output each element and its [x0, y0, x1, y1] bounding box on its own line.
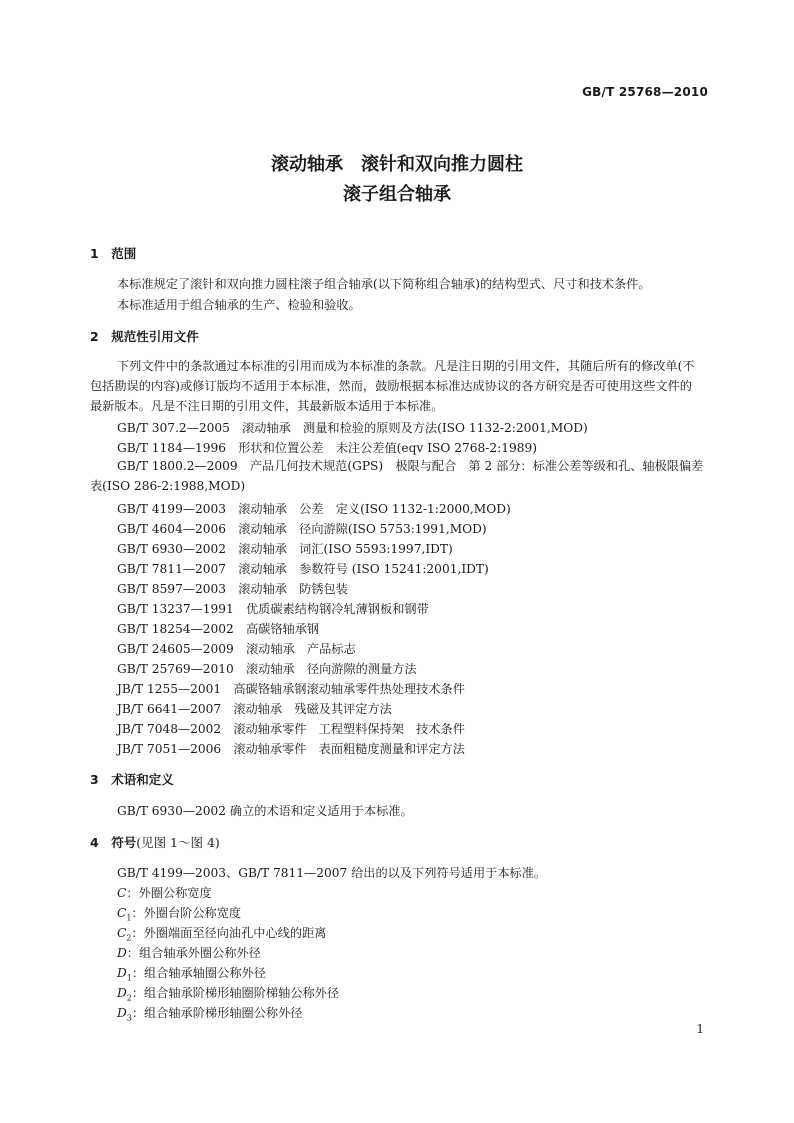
reference-item: GB/T 7811—2007 滚动轴承 参数符号 (ISO 15241:2001,IDT) [117, 562, 489, 576]
reference-item: GB/T 307.2—2005 滚动轴承 测量和检验的原则及方法(ISO 1132-2:2001,MOD) [117, 421, 588, 435]
symbol-definition [117, 904, 241, 922]
symbol-letter: D [117, 986, 127, 1000]
symbol-description: ：组合轴承阶梯形轴圈公称外径 [131, 1006, 303, 1020]
reference-item: JB/T 7048—2002 滚动轴承零件 工程塑料保持架 技术条件 [117, 722, 465, 736]
reference-item: JB/T 6641—2007 滚动轴承 残磁及其评定方法 [117, 702, 392, 716]
symbol-definition [117, 944, 261, 962]
symbol-definition [117, 924, 326, 942]
reference-item: GB/T 13237—1991 优质碳素结构钢冷轧薄钢板和钢带 [117, 602, 429, 616]
symbol-subscript: 2 [126, 993, 132, 1003]
reference-item: GB/T 1800.2—2009 产品几何技术规范(GPS) 极限与配合 第 2 部分：标准公差等级和孔、轴极限偏差表(ISO 286-2:1988,MOD) [90, 459, 704, 493]
symbol-letter: C [117, 906, 127, 920]
reference-item: GB/T 1184—1996 形状和位置公差 未注公差值(eqv ISO 2768-2:1989) [117, 441, 537, 455]
standard-number: GB/T 25768—2010 [582, 85, 708, 99]
symbol-letter: D [117, 966, 127, 980]
symbol-description: ：组合轴承外圈公称外径 [126, 946, 261, 960]
reference-item: GB/T 4604—2006 滚动轴承 径向游隙(ISO 5753:1991,MOD) [117, 522, 487, 536]
title-line-1: 滚动轴承 滚针和双向推力圆柱 [271, 154, 523, 175]
section-4-heading [90, 833, 220, 851]
reference-item: GB/T 8597—2003 滚动轴承 防锈包装 [117, 582, 348, 596]
title-line-2: 滚子组合轴承 [343, 184, 451, 205]
section-1-paragraph: 本标准规定了滚针和双向推力圆柱滚子组合轴承(以下简称组合轴承)的结构型式、尺寸和技术条件。 [117, 277, 651, 291]
section-3-text: GB/T 6930—2002 确立的术语和定义适用于本标准。 [117, 804, 413, 818]
reference-item: GB/T 4199—2003 滚动轴承 公差 定义(ISO 1132-1:2000,MOD) [117, 502, 511, 516]
section-1-paragraph: 本标准适用于组合轴承的生产、检验和验收。 [117, 298, 361, 312]
page-number: 1 [696, 1022, 704, 1036]
section-4-intro: GB/T 4199—2003、GB/T 7811—2007 给出的以及下列符号适用于本标准。 [117, 866, 547, 880]
symbol-description: ：外圈台阶公称宽度 [131, 906, 242, 920]
section-3-heading: 3 术语和定义 [90, 772, 174, 787]
symbol-description: ：外圈端面至径向油孔中心线的距离 [131, 926, 327, 940]
document-title [0, 150, 794, 210]
symbol-subscript: 1 [126, 973, 132, 983]
symbol-description: ：组合轴承阶梯形轴圈阶梯轴公称外径 [131, 986, 340, 1000]
symbol-subscript: 3 [126, 1013, 132, 1023]
symbol-definition [117, 964, 266, 982]
reference-item: GB/T 18254—2002 高碳铬轴承钢 [117, 622, 320, 636]
symbol-subscript: 1 [126, 913, 132, 923]
reference-item: JB/T 1255—2001 高碳铬轴承钢滚动轴承零件热处理技术条件 [117, 682, 465, 696]
symbol-definition [117, 1004, 303, 1022]
symbol-definition [117, 984, 339, 1002]
reference-item: JB/T 7051—2006 滚动轴承零件 表面粗糙度测量和评定方法 [117, 742, 465, 756]
symbol-letter: D [117, 1006, 127, 1020]
section-4-heading-suffix: (见图 1～图 4) [136, 835, 220, 850]
symbol-definition [117, 884, 212, 902]
section-2-heading: 2 规范性引用文件 [90, 329, 199, 344]
reference-item: GB/T 24605—2009 滚动轴承 产品标志 [117, 642, 356, 656]
section-2-intro: 下列文件中的条款通过本标准的引用而成为本标准的条款。凡是注日期的引用文件，其随后所有的修改单(不包括勘误的内容)或修订版均不适用于本标准，然而，鼓励根据本标准达成协议的各方研究是否可使用这些文件的最新版本。凡是不注日期的引用文件，其最新版本适用于本标准。 [90, 359, 695, 413]
reference-item: GB/T 6930—2002 滚动轴承 词汇(ISO 5593:1997,IDT) [117, 542, 453, 556]
symbol-description: ：组合轴承轴圈公称外径 [131, 966, 266, 980]
symbol-letter: D [117, 946, 127, 960]
section-1-heading: 1 范围 [90, 246, 137, 261]
section-4-heading-text: 4 符号 [90, 835, 137, 850]
symbol-letter: C [117, 926, 127, 940]
reference-item: GB/T 25769—2010 滚动轴承 径向游隙的测量方法 [117, 662, 417, 676]
symbol-subscript: 2 [126, 933, 132, 943]
symbol-letter: C [117, 886, 127, 900]
symbol-description: ：外圈公称宽度 [126, 886, 212, 900]
